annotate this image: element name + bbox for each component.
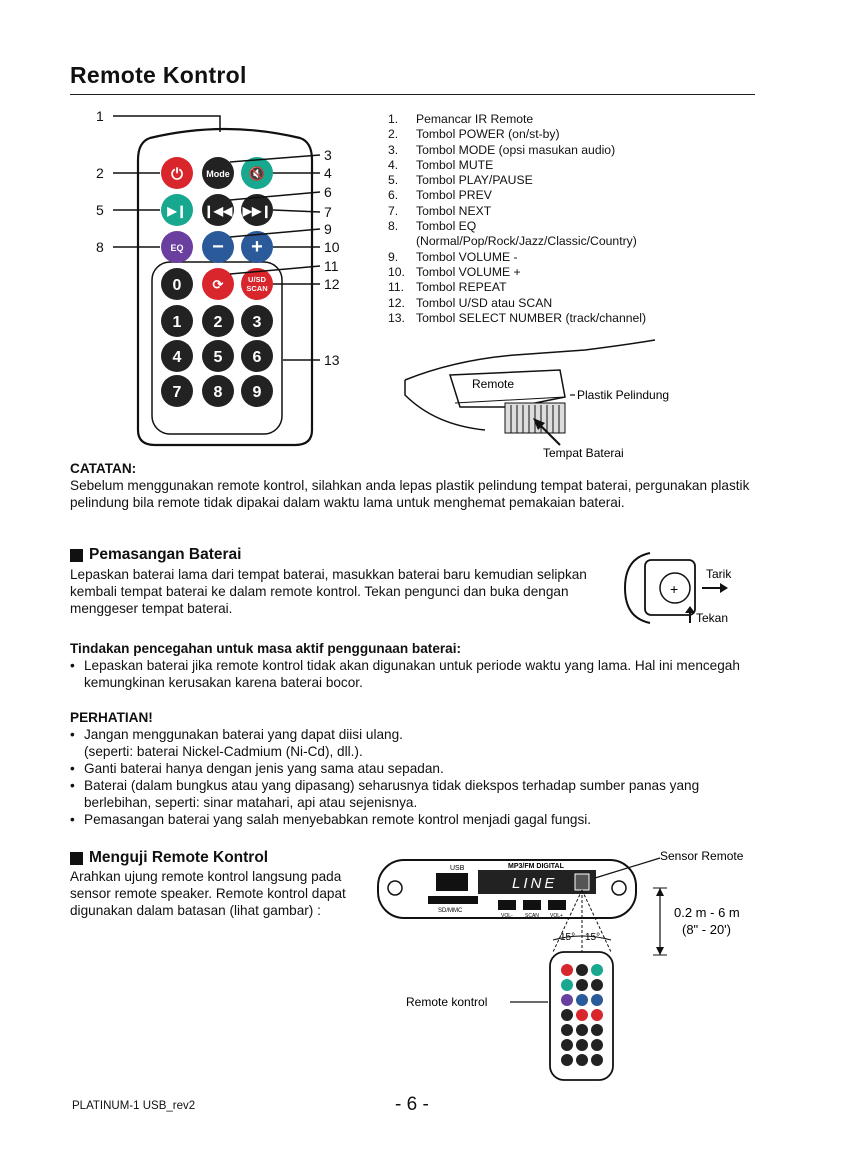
digit-5-label: 5 — [213, 349, 223, 366]
legend-text: Tombol VOLUME - — [416, 249, 518, 264]
pemasangan-heading: Pemasangan Baterai — [89, 546, 242, 563]
legend-number: 3. — [388, 142, 399, 157]
callout-6: 6 — [324, 184, 332, 200]
usb-port — [436, 873, 468, 891]
callout-3: 3 — [324, 147, 332, 163]
legend-number: 5. — [388, 173, 399, 188]
legend-text: Tombol PREV — [416, 188, 492, 203]
display-text: LINE — [512, 875, 558, 892]
legend-number — [388, 234, 416, 249]
vol-up-icon: + — [251, 236, 263, 258]
sd-label: SD/MMC — [438, 908, 463, 914]
footer-model: PLATINUM-1 USB_rev2 — [72, 1100, 196, 1112]
battery-slot-diagram — [395, 335, 705, 465]
legend-item — [388, 112, 646, 127]
legend-item — [388, 234, 646, 249]
remote-label: Remote — [472, 377, 515, 391]
menguji-heading: Menguji Remote Kontrol — [89, 849, 269, 866]
perhatian-bullet-2: Ganti baterai hanya dengan jenis yang sama atau sepadan. — [84, 761, 444, 776]
callout-4: 4 — [324, 165, 332, 181]
legend-number: 10. — [388, 264, 405, 279]
usb-label: USB — [450, 865, 465, 872]
angle-left-label: 15° — [560, 932, 576, 943]
legend-number: 1. — [388, 112, 399, 126]
battery-insert-diagram — [620, 548, 760, 628]
digit-1-label: 1 — [172, 314, 182, 331]
legend-item — [388, 280, 646, 295]
page-number: - 6 - — [395, 1094, 429, 1115]
legend-item — [388, 250, 646, 265]
page-title: Remote Kontrol — [70, 62, 247, 88]
legend-text: Tombol VOLUME + — [416, 264, 521, 279]
pemasangan-section — [70, 546, 625, 617]
eq-label: EQ — [170, 243, 184, 253]
legend-item — [388, 311, 646, 326]
digit-7-label: 7 — [172, 384, 182, 401]
prev-icon: ❙◀◀ — [203, 204, 233, 218]
small-remote-buttons — [561, 964, 603, 1066]
range-label: 0.2 m - 6 m — [674, 905, 740, 920]
angle-right-label: 15° — [585, 932, 601, 943]
legend-number: 7. — [388, 203, 399, 218]
bullet-square-icon — [70, 852, 83, 865]
legend-text: Tombol MODE (opsi masukan audio) — [416, 142, 616, 157]
catatan-text: Sebelum menggunakan remote kontrol, silahkan anda lepas plastik pelindung tempat baterai, pergunakan plastik pelindung bila remote tidak dipakai dalam waktu lama untuk menghemat pemakaian baterai. — [70, 478, 750, 510]
legend-item — [388, 204, 646, 219]
digit-6-label: 6 — [252, 349, 262, 366]
digit-9-label: 9 — [252, 384, 262, 401]
sd-slot — [428, 896, 478, 904]
legend-item — [388, 265, 646, 280]
legend-text: Tombol POWER (on/st-by) — [416, 127, 560, 142]
tindakan-heading: Tindakan pencegahan untuk masa aktif penggunaan baterai: — [70, 641, 462, 656]
perhatian-section: PERHATIAN! • Jangan menggunakan baterai yang dapat diisi ulang. (seperti: baterai Nickel-Cadmium (Ni-Cd), dll.). • Ganti baterai hanya dengan jenis yang sama atau sepadan. • Baterai (dalam bungkus atau yang dipasang) seharusnya tidak diekspos terhadap sumber panas yang berlebihan, seperti: sinar matahari, api atau sejenisnya. • Pemasangan baterai yang salah menyebabkan remote kontrol menjadi gagal fungsi. — [70, 709, 760, 828]
play-pause-icon: ▶❙ — [167, 204, 187, 218]
small-remote-label: Remote kontrol — [406, 995, 488, 1009]
legend-number: 8. — [388, 219, 399, 234]
legend-item — [388, 143, 646, 158]
brand-label: MP3/FM DIGITAL — [508, 863, 564, 870]
perhatian-bullet-4: Pemasangan baterai yang salah menyebabkan remote kontrol menjadi gagal fungsi. — [84, 812, 592, 827]
legend-item — [388, 188, 646, 203]
digit-8-label: 8 — [213, 384, 223, 401]
legend-item — [388, 173, 646, 188]
btn-label-scan: SCAN — [525, 913, 539, 919]
tindakan-bullet: Lepaskan baterai jika remote kontrol tidak akan digunakan untuk periode waktu yang lama. Hal ini mencegah kemungkinan kerusakan karena baterai bocor. — [84, 658, 740, 690]
btn-label-vol-down: VOL- — [501, 913, 513, 919]
catatan-heading: CATATAN: — [70, 461, 137, 476]
remote-diagram — [80, 100, 360, 455]
digit-2-label: 2 — [213, 314, 223, 331]
tekan-label: Tekan — [696, 611, 729, 625]
callout-11: 11 — [324, 258, 339, 274]
digit-4-label: 4 — [172, 349, 182, 366]
scan-label: SCAN — [246, 284, 268, 293]
usd-label: U/SD — [248, 275, 266, 284]
legend-text: Tombol REPEAT — [416, 280, 507, 295]
legend-text: Tombol MUTE — [416, 157, 494, 172]
digit-3-label: 3 — [252, 314, 262, 331]
digit-0-label: 0 — [172, 277, 182, 294]
plastic-label: Plastik Pelindung — [577, 388, 670, 402]
power-icon: ⏻ — [171, 166, 183, 183]
legend-text: Tombol U/SD atau SCAN — [416, 295, 553, 310]
button-legend — [388, 112, 646, 326]
callout-10: 10 — [324, 239, 340, 255]
legend-item — [388, 219, 646, 234]
battery-slot-hatch — [505, 403, 565, 433]
callout-2: 2 — [96, 165, 104, 181]
legend-text: Tombol NEXT — [416, 203, 492, 218]
legend-text: Tombol SELECT NUMBER (track/channel) — [416, 310, 647, 325]
callout-7: 7 — [324, 204, 332, 220]
range-test-diagram — [370, 840, 760, 1085]
callout-9: 9 — [324, 221, 332, 237]
bullet-square-icon — [70, 549, 83, 562]
legend-number: 6. — [388, 188, 399, 203]
perhatian-sub: (seperti: baterai Nickel-Cadmium (Ni-Cd), dll.). — [84, 744, 363, 759]
legend-text: Pemancar IR Remote — [416, 112, 534, 126]
legend-number: 4. — [388, 157, 399, 172]
callout-5: 5 — [96, 202, 104, 218]
callout-8: 8 — [96, 239, 104, 255]
legend-text: Tombol EQ — [416, 219, 477, 234]
legend-text: (Normal/Pop/Rock/Jazz/Classic/Country) — [416, 234, 637, 249]
legend-item — [388, 296, 646, 311]
title-divider — [70, 94, 755, 95]
legend-number: 2. — [388, 127, 399, 142]
catatan-section — [70, 460, 760, 511]
legend-number: 12. — [388, 295, 405, 310]
pemasangan-text: Lepaskan baterai lama dari tempat baterai, masukkan baterai baru kemudian selipkan kembali tempat baterai ke dalam remote kontrol. Tekan pengunci dan buka dengan menggeser tempat baterai. — [70, 567, 587, 616]
perhatian-bullet-3: Baterai (dalam bungkus atau yang dipasang) seharusnya tidak diekspos terhadap sumber panas yang berlebihan, seperti: sinar matahari, api atau sejenisnya. — [84, 778, 700, 810]
slot-label: Tempat Baterai — [543, 446, 624, 460]
callout-12: 12 — [324, 276, 340, 292]
legend-item — [388, 158, 646, 173]
menguji-section — [70, 849, 360, 919]
legend-number: 13. — [388, 310, 405, 325]
mute-icon: 🔇 — [248, 166, 266, 181]
plus-icon: + — [670, 581, 679, 597]
menguji-text: Arahkan ujung remote kontrol langsung pada sensor remote speaker. Remote kontrol dapat digunakan dalam batasan (lihat gambar) : — [70, 869, 346, 918]
perhatian-heading: PERHATIAN! — [70, 710, 153, 725]
perhatian-bullet-1: Jangan menggunakan baterai yang dapat diisi ulang. — [84, 727, 403, 742]
tarik-arrow-icon — [720, 583, 728, 593]
vol-down-icon: − — [212, 236, 224, 258]
sensor-label: Sensor Remote — [660, 849, 744, 863]
tindakan-section: Tindakan pencegahan untuk masa aktif penggunaan baterai: • Lepaskan baterai jika remote kontrol tidak akan digunakan untuk periode waktu yang lama. Hal ini mencegah kemungkinan kerusakan karena baterai bocor. — [70, 640, 760, 691]
range-ft-label: (8" - 20') — [682, 922, 731, 937]
tarik-label: Tarik — [706, 567, 732, 581]
digit-grid — [161, 305, 273, 407]
legend-item — [388, 127, 646, 142]
sensor-window — [575, 874, 589, 890]
callout-13: 13 — [324, 352, 340, 368]
legend-text: Tombol PLAY/PAUSE — [416, 173, 533, 188]
repeat-icon: ⟳ — [212, 277, 224, 292]
mode-label: Mode — [206, 169, 230, 179]
next-icon: ▶▶❙ — [242, 204, 272, 218]
legend-number: 11. — [388, 280, 405, 295]
legend-number: 9. — [388, 249, 399, 264]
callout-1: 1 — [96, 108, 104, 124]
btn-label-vol-up: VOL+ — [550, 913, 563, 919]
